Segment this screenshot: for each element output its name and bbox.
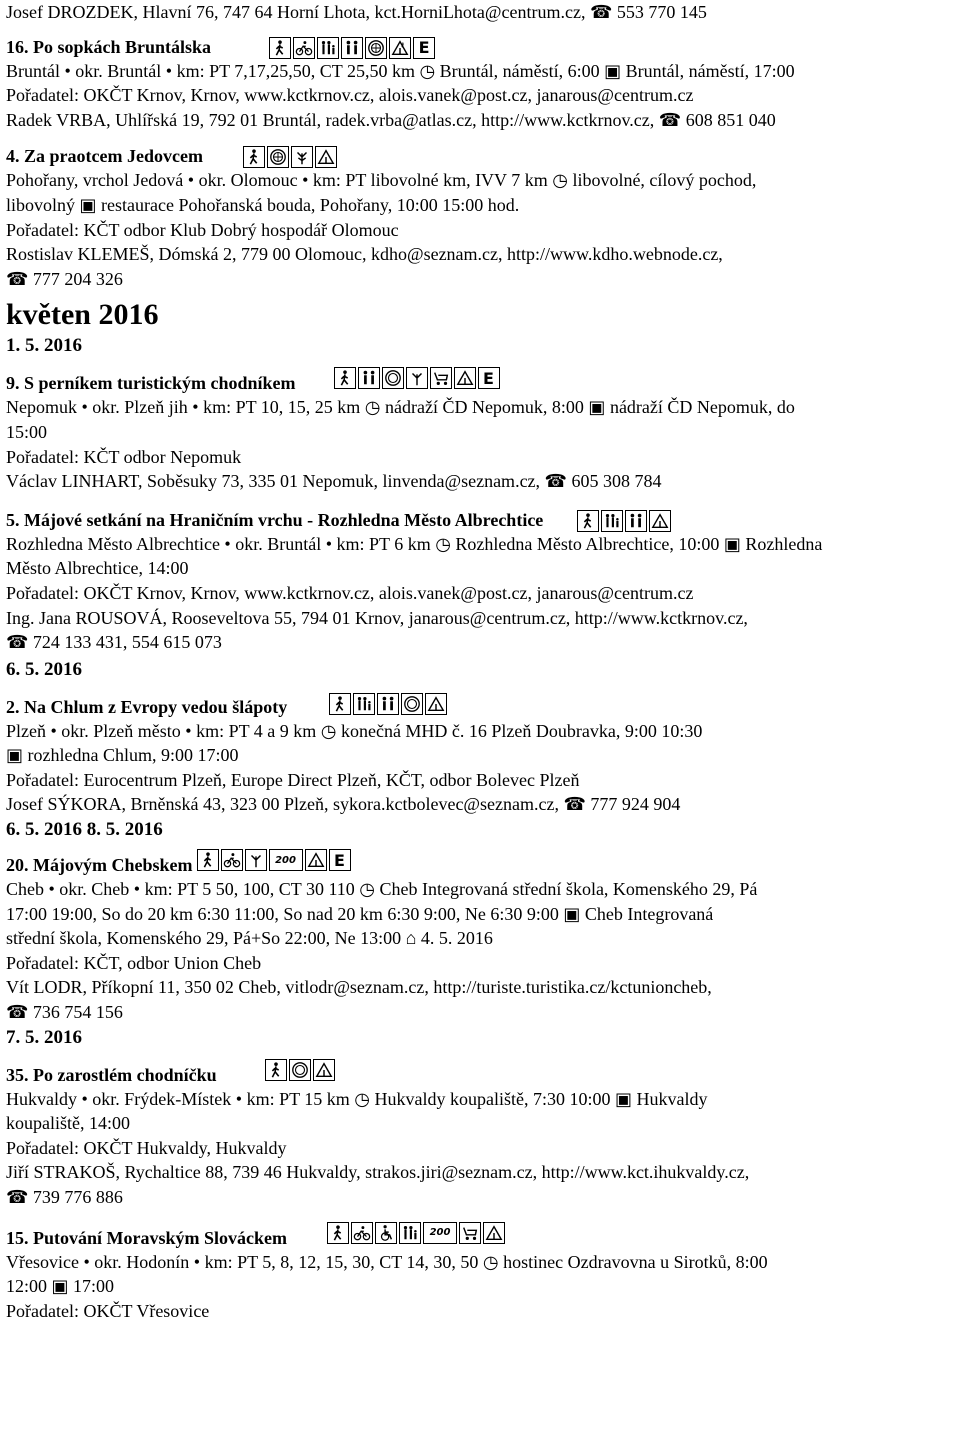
- event-contact: Josef SÝKORA, Brněnská 43, 323 00 Plzeň, sykora.kctbolevec@seznam.cz, ☎ 777 924 904: [6, 794, 681, 815]
- event-15: [6, 1218, 956, 1324]
- camping-icon: [315, 146, 337, 168]
- cycling-icon: [221, 849, 243, 871]
- event-title: 5. Májové setkání na Hraničním vrchu - Rozhledna Město Albrechtice: [6, 509, 544, 530]
- family-icon: [625, 510, 647, 532]
- camping-icon: [454, 367, 476, 389]
- event-title: 15. Putování Moravským Slováckem: [6, 1227, 287, 1248]
- globe-badge-icon: [365, 37, 387, 59]
- camping-icon: [483, 1222, 505, 1244]
- camping-icon: [305, 849, 327, 871]
- family-icon: [353, 693, 375, 715]
- event-9: [6, 363, 956, 493]
- date-heading: 6. 5. 2016: [6, 658, 82, 680]
- hiking-icon: [243, 146, 265, 168]
- e-letter-icon: E: [329, 849, 351, 871]
- event-phone: ☎ 724 133 431, 554 615 073: [6, 632, 222, 653]
- activity-icons: [265, 1059, 335, 1081]
- event-details-cont: ▣ rozhledna Chlum, 9:00 17:00: [6, 745, 239, 766]
- family-icon: [317, 37, 339, 59]
- family-icon: [399, 1222, 421, 1244]
- wheelchair-icon: [375, 1222, 397, 1244]
- event-details-cont: koupaliště, 14:00: [6, 1113, 130, 1134]
- event-details: Nepomuk • okr. Plzeň jih • km: PT 10, 15, 25 km ◷ nádraží ČD Nepomuk, 8:00 ▣ nádraží ČD Nepomuk, do: [6, 397, 795, 418]
- hiking-icon: [329, 693, 351, 715]
- family-icon: [601, 510, 623, 532]
- event-contact: Radek VRBA, Uhlířská 19, 792 01 Bruntál, radek.vrba@atlas.cz, http://www.kctkrnov.cz, ☎ 608 851 040: [6, 109, 776, 130]
- event-details-cont: Město Albrechtice, 14:00: [6, 558, 189, 579]
- distance-200-icon: 200: [423, 1222, 457, 1244]
- event-details: Hukvaldy • okr. Frýdek-Místek • km: PT 15 km ◷ Hukvaldy koupaliště, 7:30 10:00 ▣ Hukvaldy: [6, 1088, 708, 1109]
- activity-icons: [197, 849, 351, 871]
- family-icon: [358, 367, 380, 389]
- globe-badge-icon: [289, 1059, 311, 1081]
- event-details: Bruntál • okr. Bruntál • km: PT 7,17,25,50, CT 25,50 km ◷ Bruntál, náměstí, 6:00 ▣ Bruntál, náměstí, 17:00: [6, 60, 795, 81]
- hiking-icon: [577, 510, 599, 532]
- month-heading: květen 2016: [6, 298, 159, 332]
- event-title: 2. Na Chlum z Evropy vedou šlápoty: [6, 696, 288, 717]
- event-details-cont: libovolný ▣ restaurace Pohořanská bouda, Pohořany, 10:00 15:00 hod.: [6, 194, 520, 215]
- stroller-icon: [459, 1222, 481, 1244]
- event-organizer: Pořadatel: OKČT Krnov, Krnov, www.kctkrnov.cz, alois.vanek@post.cz, janarous@centrum.cz: [6, 85, 694, 106]
- nature-icon: [245, 849, 267, 871]
- globe-badge-icon: [401, 693, 423, 715]
- nature-icon: [291, 146, 313, 168]
- event-phone: ☎ 736 754 156: [6, 1002, 123, 1023]
- event-contact: Rostislav KLEMEŠ, Dómská 2, 779 00 Olomouc, kdho@seznam.cz, http://www.kdho.webnode.cz,: [6, 244, 723, 265]
- hiking-icon: [327, 1222, 349, 1244]
- event-phone: ☎ 777 204 326: [6, 268, 123, 289]
- event-organizer: Pořadatel: KČT, odbor Union Cheb: [6, 952, 262, 973]
- activity-icons: [243, 146, 337, 168]
- event-details: Pohořany, vrchol Jedová • okr. Olomouc • km: PT libovolné km, IVV 7 km ◷ libovolné, cílový pochod,: [6, 170, 757, 191]
- hiking-icon: [265, 1059, 287, 1081]
- event-contact: Vít LODR, Příkopní 11, 350 02 Cheb, vitlodr@seznam.cz, http://turiste.turistika.cz/kctunioncheb,: [6, 977, 712, 998]
- hiking-icon: [334, 367, 356, 389]
- event-details-cont: střední škola, Komenského 29, Pá+So 22:00, Ne 13:00 ⌂ 4. 5. 2016: [6, 928, 493, 949]
- event-contact: Ing. Jana ROUSOVÁ, Rooseveltova 55, 794 01 Krnov, janarous@centrum.cz, http://www.kctkrnov.cz,: [6, 607, 748, 628]
- hiking-icon: [197, 849, 219, 871]
- event-title: 9. S perníkem turistickým chodníkem: [6, 373, 296, 394]
- family-icon: [377, 693, 399, 715]
- family-icon: [341, 37, 363, 59]
- cycling-icon: [293, 37, 315, 59]
- event-contact: Jiří STRAKOŠ, Rychaltice 88, 739 46 Hukvaldy, strakos.jiri@seznam.cz, http://www.kct.ihukvaldy.cz,: [6, 1162, 750, 1183]
- date-heading: 1. 5. 2016: [6, 335, 82, 357]
- contact-line: Josef DROZDEK, Hlavní 76, 747 64 Horní Lhota, kct.HorniLhota@centrum.cz, ☎ 553 770 145: [6, 2, 707, 22]
- event-16: [6, 35, 956, 133]
- event-details: Plzeň • okr. Plzeň město • km: PT 4 a 9 km ◷ konečná MHD č. 16 Plzeň Doubravka, 9:00 10:30: [6, 720, 703, 741]
- event-2: [6, 689, 956, 817]
- event-title: 35. Po zarostlém chodníčku: [6, 1064, 217, 1085]
- event-35: [6, 1055, 956, 1210]
- event-organizer: Pořadatel: OKČT Krnov, Krnov, www.kctkrnov.cz, alois.vanek@post.cz, janarous@centrum.cz: [6, 582, 694, 603]
- activity-icons: [327, 1222, 505, 1244]
- event-title: 16. Po sopkách Bruntálska: [6, 36, 212, 57]
- event-details-cont: 12:00 ▣ 17:00: [6, 1276, 115, 1297]
- e-letter-icon: E: [413, 37, 435, 59]
- activity-icons: [577, 510, 671, 532]
- event-details: Rozhledna Město Albrechtice • okr. Bruntál • km: PT 6 km ◷ Rozhledna Město Albrechtice, 10:00 ▣ Rozhledna: [6, 533, 823, 554]
- event-listing-page: [6, 0, 956, 1323]
- camping-icon: [425, 693, 447, 715]
- event-contact: Václav LINHART, Soběsuky 73, 335 01 Nepomuk, linvenda@seznam.cz, ☎ 605 308 784: [6, 471, 662, 492]
- event-phone: ☎ 739 776 886: [6, 1187, 123, 1207]
- event-organizer: Pořadatel: KČT odbor Nepomuk: [6, 446, 242, 467]
- activity-icons: [334, 367, 500, 389]
- globe-badge-icon: [382, 367, 404, 389]
- event-4: [6, 138, 956, 291]
- event-details-cont: 15:00: [6, 421, 48, 442]
- activity-icons: [269, 37, 435, 59]
- date-heading: 6. 5. 2016 8. 5. 2016: [6, 819, 163, 841]
- event-20: [6, 847, 956, 1025]
- event-details-cont: 17:00 19:00, So do 20 km 6:30 11:00, So nad 20 km 6:30 9:00, Ne 6:30 9:00 ▣ Cheb Integrovaná: [6, 903, 714, 924]
- event-title: 20. Májovým Chebskem: [6, 855, 193, 876]
- event-details: Vřesovice • okr. Hodonín • km: PT 5, 8, 12, 15, 30, CT 14, 30, 50 ◷ hostinec Ozdravovna u Sirotků, 8:00: [6, 1251, 768, 1272]
- stroller-icon: [430, 367, 452, 389]
- activity-icons: [329, 693, 447, 715]
- hiking-icon: [269, 37, 291, 59]
- date-heading: 7. 5. 2016: [6, 1026, 82, 1048]
- nature-icon: [406, 367, 428, 389]
- event-organizer: Pořadatel: Eurocentrum Plzeň, Europe Direct Plzeň, KČT, odbor Bolevec Plzeň: [6, 769, 580, 790]
- event-organizer: Pořadatel: OKČT Vřesovice: [6, 1300, 210, 1321]
- event-5: [6, 502, 956, 655]
- event-title: 4. Za praotcem Jedovcem: [6, 146, 203, 167]
- cycling-icon: [351, 1222, 373, 1244]
- camping-icon: [389, 37, 411, 59]
- globe-badge-icon: [267, 146, 289, 168]
- distance-200-icon: 200: [269, 849, 303, 871]
- camping-icon: [649, 510, 671, 532]
- camping-icon: [313, 1059, 335, 1081]
- e-letter-icon: E: [478, 367, 500, 389]
- event-organizer: Pořadatel: KČT odbor Klub Dobrý hospodář Olomouc: [6, 219, 399, 240]
- event-organizer: Pořadatel: OKČT Hukvaldy, Hukvaldy: [6, 1137, 287, 1158]
- event-details: Cheb • okr. Cheb • km: PT 5 50, 100, CT 30 110 ◷ Cheb Integrovaná střední škola, Komenského 29, Pá: [6, 879, 758, 900]
